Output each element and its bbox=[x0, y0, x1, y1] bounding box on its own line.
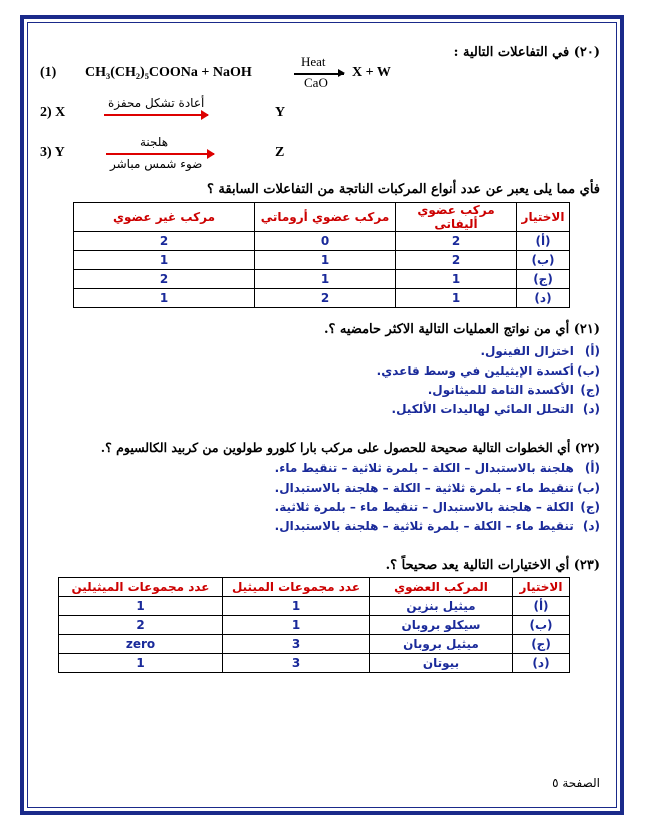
table-cell: 3 bbox=[223, 635, 370, 654]
eq3-reactant: 3) Y bbox=[40, 145, 65, 160]
table-row bbox=[59, 654, 570, 673]
option-letter: (د) bbox=[582, 519, 600, 533]
table-cell: 1 bbox=[255, 270, 396, 289]
table-header: مركب غير عضوي bbox=[74, 203, 255, 232]
q21-option-d[interactable] bbox=[392, 402, 600, 416]
table-cell: 2 bbox=[396, 232, 517, 251]
table-cell: (ب) bbox=[517, 251, 570, 270]
q21-option-b[interactable] bbox=[377, 364, 600, 378]
table-row bbox=[59, 635, 570, 654]
table-cell: 0 bbox=[255, 232, 396, 251]
option-text: هلجنة بالاستبدال – الكلة – بلمرة ثلاثية – تنقيط ماء. bbox=[274, 461, 574, 475]
table-cell: ميثيل بنزين bbox=[370, 597, 513, 616]
eq1-reactants: CH₃(CH₂)₅COONa + NaOH bbox=[85, 65, 252, 80]
table-row bbox=[74, 289, 570, 308]
eq3-condition-bottom: ضوء شمس مباشر bbox=[110, 157, 203, 171]
option-letter: (د) bbox=[582, 402, 600, 416]
q21-header: (٢١) أي من نواتج العمليات التالية الاكثر حامضيه ؟. bbox=[323, 322, 600, 337]
q22-header: (٢٢) أي الخطوات التالية صحيحة للحصول على مركب بارا كلورو طولوين من كربيد الكالسيوم ؟. bbox=[100, 440, 600, 455]
table-cell: 1 bbox=[74, 251, 255, 270]
eq1-condition-bottom: CaO bbox=[304, 75, 328, 90]
q22-option-b[interactable] bbox=[275, 481, 600, 495]
table-cell: (د) bbox=[517, 289, 570, 308]
table-cell: 1 bbox=[74, 289, 255, 308]
table-cell: 1 bbox=[59, 654, 223, 673]
eq1-products: X + W bbox=[352, 65, 391, 80]
option-letter: (ج) bbox=[580, 500, 600, 514]
table-cell: (د) bbox=[513, 654, 570, 673]
option-text: تنقيط ماء – الكلة – بلمرة ثلاثية – هلجنة بالاستبدال. bbox=[274, 519, 574, 533]
table-cell: 1 bbox=[59, 597, 223, 616]
table-header: مركب عضوي أروماتي bbox=[255, 203, 396, 232]
table-row bbox=[74, 251, 570, 270]
q21-option-c[interactable] bbox=[428, 383, 600, 397]
table-cell: (أ) bbox=[517, 232, 570, 251]
table-header: الاختيار bbox=[517, 203, 570, 232]
table-cell: 2 bbox=[396, 251, 517, 270]
table-cell: 1 bbox=[223, 616, 370, 635]
table-cell: 2 bbox=[74, 270, 255, 289]
table-header: مركب عضوي أليفاتى bbox=[396, 203, 517, 232]
table-cell: بيوتان bbox=[370, 654, 513, 673]
table-cell: 2 bbox=[255, 289, 396, 308]
option-letter: (ب) bbox=[576, 481, 600, 495]
table-cell: 1 bbox=[223, 597, 370, 616]
table-header: المركب العضوي bbox=[370, 578, 513, 597]
option-text: تنقيط ماء – بلمرة ثلاثية – الكلة – هلجنة بالاستبدال. bbox=[274, 481, 574, 495]
table-cell: سيكلو بروبان bbox=[370, 616, 513, 635]
option-letter: (ج) bbox=[580, 383, 600, 397]
option-text: اختزال الفينول. bbox=[480, 344, 574, 358]
table-header-row bbox=[59, 578, 570, 597]
q22-option-d[interactable] bbox=[275, 519, 600, 533]
option-letter: (أ) bbox=[584, 461, 600, 475]
table-cell: (أ) bbox=[513, 597, 570, 616]
option-text: الكلة – هلجنة بالاستبدال – تنقيط ماء – بلمرة ثلاثية. bbox=[274, 500, 574, 514]
table-cell: 1 bbox=[396, 289, 517, 308]
q22-option-c[interactable] bbox=[275, 500, 600, 514]
q22-option-a[interactable] bbox=[275, 461, 600, 475]
option-text: التحلل المائي لهاليدات الألكيل. bbox=[391, 402, 574, 416]
q20-header: (٢٠) في التفاعلات التالية : bbox=[453, 45, 600, 60]
eq3-condition-top: هلجنة bbox=[140, 135, 169, 149]
page-number: الصفحة ٥ bbox=[552, 776, 600, 790]
table-cell: zero bbox=[59, 635, 223, 654]
table-row bbox=[59, 597, 570, 616]
eq3-arrow bbox=[106, 153, 214, 155]
table-row bbox=[74, 232, 570, 251]
eq2-condition: أعادة تشكل محفزة bbox=[108, 96, 205, 110]
option-letter: (أ) bbox=[584, 344, 600, 358]
option-text: أكسدة الإيثيلين في وسط قاعدي. bbox=[376, 364, 574, 378]
table-cell: 2 bbox=[59, 616, 223, 635]
table-row bbox=[74, 270, 570, 289]
q23-header: (٢٣) أي الاختيارات التالية يعد صحيحاً ؟. bbox=[385, 558, 600, 573]
table-header-row bbox=[74, 203, 570, 232]
eq1-condition-top: Heat bbox=[301, 54, 326, 69]
table-cell: (ج) bbox=[517, 270, 570, 289]
eq1-number: (1) bbox=[40, 65, 57, 80]
option-letter: (ب) bbox=[576, 364, 600, 378]
table-header: الاختيار bbox=[513, 578, 570, 597]
option-text: الأكسدة التامة للميثانول. bbox=[427, 383, 574, 397]
q20-table bbox=[73, 202, 570, 308]
q23-table bbox=[58, 577, 570, 673]
q20-question: فأي مما يلى يعبر عن عدد أنواع المركبات الناتجة من التفاعلات السابقة ؟ bbox=[206, 182, 600, 197]
table-header: عدد مجموعات الميثيلين bbox=[59, 578, 223, 597]
table-cell: 1 bbox=[396, 270, 517, 289]
table-row bbox=[59, 616, 570, 635]
table-cell: (ب) bbox=[513, 616, 570, 635]
q21-option-a[interactable] bbox=[480, 344, 600, 358]
eq2-reactant: 2) X bbox=[40, 105, 66, 120]
table-cell: (ج) bbox=[513, 635, 570, 654]
eq3-product: Z bbox=[275, 145, 285, 160]
table-cell: 2 bbox=[74, 232, 255, 251]
eq2-arrow bbox=[104, 114, 208, 116]
table-cell: ميثيل بروبان bbox=[370, 635, 513, 654]
table-cell: 3 bbox=[223, 654, 370, 673]
table-cell: 1 bbox=[255, 251, 396, 270]
eq2-product: Y bbox=[275, 105, 286, 120]
table-header: عدد مجموعات الميثيل bbox=[223, 578, 370, 597]
